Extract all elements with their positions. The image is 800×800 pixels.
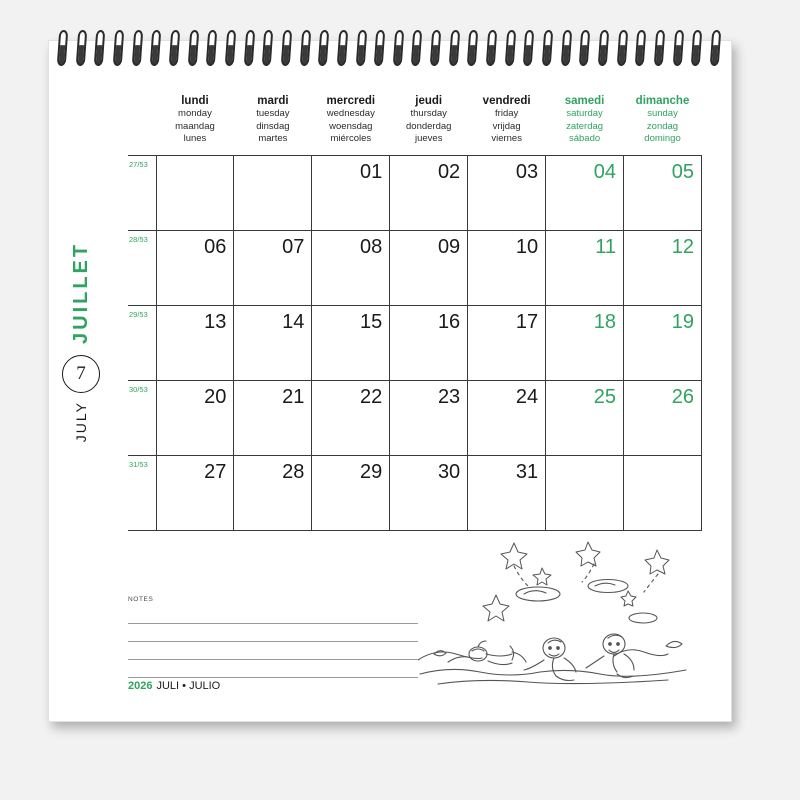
day-number: 16	[437, 310, 461, 333]
weekday-label-fr: mercredi	[326, 95, 376, 107]
day-cell[interactable]	[624, 380, 702, 455]
weekday-header-wednesday	[312, 94, 390, 155]
day-cell[interactable]	[624, 455, 702, 530]
footer-month-names: JULI • JULIO	[156, 680, 221, 692]
spiral-ring	[654, 30, 666, 66]
spiral-ring	[542, 30, 554, 66]
day-number: 17	[515, 310, 539, 333]
day-number: 24	[515, 385, 539, 408]
day-cell[interactable]	[546, 230, 624, 305]
beach-illustration	[418, 534, 688, 694]
week-number: 31/53	[128, 455, 156, 530]
day-cell[interactable]	[390, 155, 468, 230]
star-icon	[621, 591, 636, 606]
spiral-ring	[318, 30, 330, 66]
day-number: 29	[360, 460, 383, 483]
week-number: 29/53	[128, 305, 156, 380]
star-icon	[645, 550, 669, 574]
day-cell[interactable]	[390, 455, 468, 530]
day-cell[interactable]	[468, 230, 546, 305]
swirl-cloud	[629, 613, 657, 623]
star-icon	[483, 595, 509, 621]
day-number: 12	[671, 235, 694, 258]
weekday-label-nl: donderdag	[406, 120, 452, 132]
day-cell[interactable]	[156, 380, 234, 455]
spiral-ring	[635, 30, 647, 66]
weekday-label-en: tuesday	[256, 108, 290, 119]
sunbather-figure	[448, 641, 526, 665]
rock	[666, 641, 682, 647]
day-cell[interactable]	[546, 380, 624, 455]
day-cell[interactable]	[312, 380, 390, 455]
spiral-binding	[48, 30, 730, 70]
day-number: 08	[360, 235, 383, 258]
day-cell[interactable]	[546, 155, 624, 230]
spiral-ring	[169, 30, 181, 66]
day-cell[interactable]	[312, 230, 390, 305]
spiral-ring	[411, 30, 423, 66]
day-number: 22	[360, 385, 383, 408]
weekday-header-saturday	[546, 94, 624, 155]
spiral-ring	[579, 30, 591, 66]
day-cell[interactable]	[390, 305, 468, 380]
day-number: 15	[360, 310, 383, 333]
day-number: 01	[360, 160, 383, 183]
weekday-label-fr: mardi	[257, 95, 289, 107]
calendar-week-row	[128, 230, 702, 305]
day-number: 30	[437, 460, 461, 483]
day-number: 26	[671, 385, 694, 408]
sand-dune	[418, 652, 482, 660]
spiral-ring	[75, 30, 87, 66]
weekday-label-nl: vrijdag	[492, 120, 521, 132]
day-number: 27	[204, 460, 227, 483]
weekday-header-monday	[156, 94, 234, 155]
day-number: 07	[282, 235, 305, 258]
spiral-ring	[710, 30, 722, 66]
spiral-ring	[672, 30, 684, 66]
day-cell[interactable]	[156, 455, 234, 530]
weekday-label-en: sunday	[647, 108, 678, 119]
spiral-ring	[94, 30, 106, 66]
day-cell[interactable]	[156, 305, 234, 380]
day-cell[interactable]	[312, 155, 390, 230]
weekday-label-en: friday	[495, 108, 519, 119]
day-number: 28	[282, 460, 305, 483]
week-number: 28/53	[128, 230, 156, 305]
spiral-ring	[374, 30, 386, 66]
day-cell[interactable]	[234, 305, 312, 380]
day-number: 18	[593, 310, 617, 333]
day-cell[interactable]	[156, 155, 234, 230]
calendar-week-row	[128, 155, 702, 230]
day-cell[interactable]	[624, 230, 702, 305]
swirl-cloud	[516, 587, 560, 601]
day-cell[interactable]	[468, 380, 546, 455]
calendar-week-row	[128, 455, 702, 530]
weekday-label-nl: dinsdag	[256, 120, 290, 132]
day-number: 02	[437, 160, 461, 183]
spiral-ring	[355, 30, 367, 66]
weeknum-header	[128, 94, 156, 155]
notes-label: NOTES	[128, 596, 154, 603]
spiral-ring	[225, 30, 237, 66]
footer	[128, 680, 220, 692]
spiral-ring	[486, 30, 498, 66]
notes-line[interactable]	[128, 606, 418, 624]
spiral-ring	[504, 30, 516, 66]
spiral-ring	[150, 30, 162, 66]
day-number: 03	[515, 160, 539, 183]
day-number: 20	[204, 385, 227, 408]
month-rail	[58, 240, 104, 490]
spiral-ring	[523, 30, 535, 66]
weekday-label-es: viernes	[491, 133, 522, 144]
day-cell[interactable]	[624, 155, 702, 230]
day-cell[interactable]	[312, 305, 390, 380]
weekday-label-nl: zondag	[646, 120, 679, 132]
footer-year: 2026	[128, 680, 153, 692]
day-cell[interactable]	[390, 380, 468, 455]
day-number: 13	[204, 310, 227, 333]
spiral-ring	[281, 30, 293, 66]
day-number: 14	[282, 310, 305, 333]
notes-line[interactable]	[128, 642, 418, 660]
star-trail	[582, 564, 594, 582]
spiral-ring	[131, 30, 143, 66]
day-cell[interactable]	[390, 230, 468, 305]
weekday-header-row	[128, 94, 702, 155]
weekday-label-fr: samedi	[564, 95, 605, 107]
spiral-ring	[299, 30, 311, 66]
spiral-ring	[560, 30, 572, 66]
day-number: 06	[204, 235, 227, 258]
weekday-label-nl: zaterdag	[566, 120, 604, 132]
spiral-ring	[430, 30, 442, 66]
star-icon	[576, 542, 600, 566]
weekday-label-fr: vendredi	[482, 95, 531, 107]
weekday-label-fr: dimanche	[635, 95, 690, 107]
notes-line[interactable]	[128, 624, 418, 642]
day-number: 19	[671, 310, 694, 333]
day-number: 09	[437, 235, 461, 258]
weekday-label-en: wednesday	[326, 108, 375, 119]
day-number: 21	[282, 385, 305, 408]
rock	[434, 651, 446, 656]
weekday-label-es: domingo	[644, 133, 681, 144]
weekday-label-nl: woensdag	[329, 120, 373, 132]
weekday-label-es: martes	[258, 133, 288, 144]
weekday-header-friday	[468, 94, 546, 155]
swirl-cloud	[588, 580, 628, 593]
spiral-ring	[113, 30, 125, 66]
star-icon	[533, 568, 551, 585]
calendar-grid	[128, 94, 702, 531]
week-number: 27/53	[128, 155, 156, 230]
day-number: 04	[593, 160, 617, 183]
day-cell[interactable]	[546, 455, 624, 530]
weekday-label-es: sábado	[568, 133, 601, 144]
weekday-header-sunday	[624, 94, 702, 155]
spiral-ring	[262, 30, 274, 66]
spiral-ring	[57, 30, 69, 66]
star-trail	[514, 566, 528, 586]
weekday-header-tuesday	[234, 94, 312, 155]
day-cell[interactable]	[234, 230, 312, 305]
spiral-ring	[467, 30, 479, 66]
day-number: 11	[595, 235, 617, 258]
notes-line[interactable]	[128, 660, 418, 678]
weekday-label-fr: jeudi	[415, 95, 443, 107]
sunbather-figure	[524, 638, 576, 681]
day-number: 31	[515, 460, 539, 483]
spiral-ring	[393, 30, 405, 66]
day-cell[interactable]	[234, 155, 312, 230]
weekday-label-fr: lundi	[181, 95, 209, 107]
spiral-ring	[187, 30, 199, 66]
spiral-ring	[598, 30, 610, 66]
weekday-label-es: lunes	[183, 133, 207, 144]
day-number: 10	[515, 235, 539, 258]
star-trail	[644, 574, 658, 592]
weekday-label-en: thursday	[410, 108, 447, 119]
sand-line	[438, 680, 668, 684]
month-name-english: JULY	[73, 401, 89, 443]
spiral-ring	[691, 30, 703, 66]
day-cell[interactable]	[156, 230, 234, 305]
day-cell[interactable]	[312, 455, 390, 530]
month-name-french: JUILLET	[69, 241, 92, 344]
spiral-ring	[206, 30, 218, 66]
day-number: 25	[593, 385, 617, 408]
day-cell[interactable]	[468, 155, 546, 230]
weekday-label-es: miércoles	[330, 133, 372, 144]
sunbather-figure	[586, 634, 634, 678]
spiral-ring	[616, 30, 628, 66]
spiral-ring	[243, 30, 255, 66]
day-cell[interactable]	[234, 380, 312, 455]
spiral-ring	[449, 30, 461, 66]
calendar-week-row	[128, 380, 702, 455]
weekday-label-nl: maandag	[175, 120, 215, 132]
month-number-badge: 7	[62, 355, 100, 393]
day-cell[interactable]	[624, 305, 702, 380]
day-cell[interactable]	[468, 455, 546, 530]
calendar-week-row	[128, 305, 702, 380]
spiral-ring	[337, 30, 349, 66]
day-number: 05	[671, 160, 694, 183]
day-cell[interactable]	[546, 305, 624, 380]
week-number: 30/53	[128, 380, 156, 455]
day-cell[interactable]	[234, 455, 312, 530]
day-cell[interactable]	[468, 305, 546, 380]
day-number: 23	[437, 385, 461, 408]
weekday-header-thursday	[390, 94, 468, 155]
weekday-label-en: saturday	[566, 108, 603, 119]
weekday-label-en: monday	[178, 108, 212, 119]
star-icon	[501, 543, 527, 569]
notes-section	[128, 596, 418, 678]
weekday-label-es: jueves	[414, 133, 443, 144]
